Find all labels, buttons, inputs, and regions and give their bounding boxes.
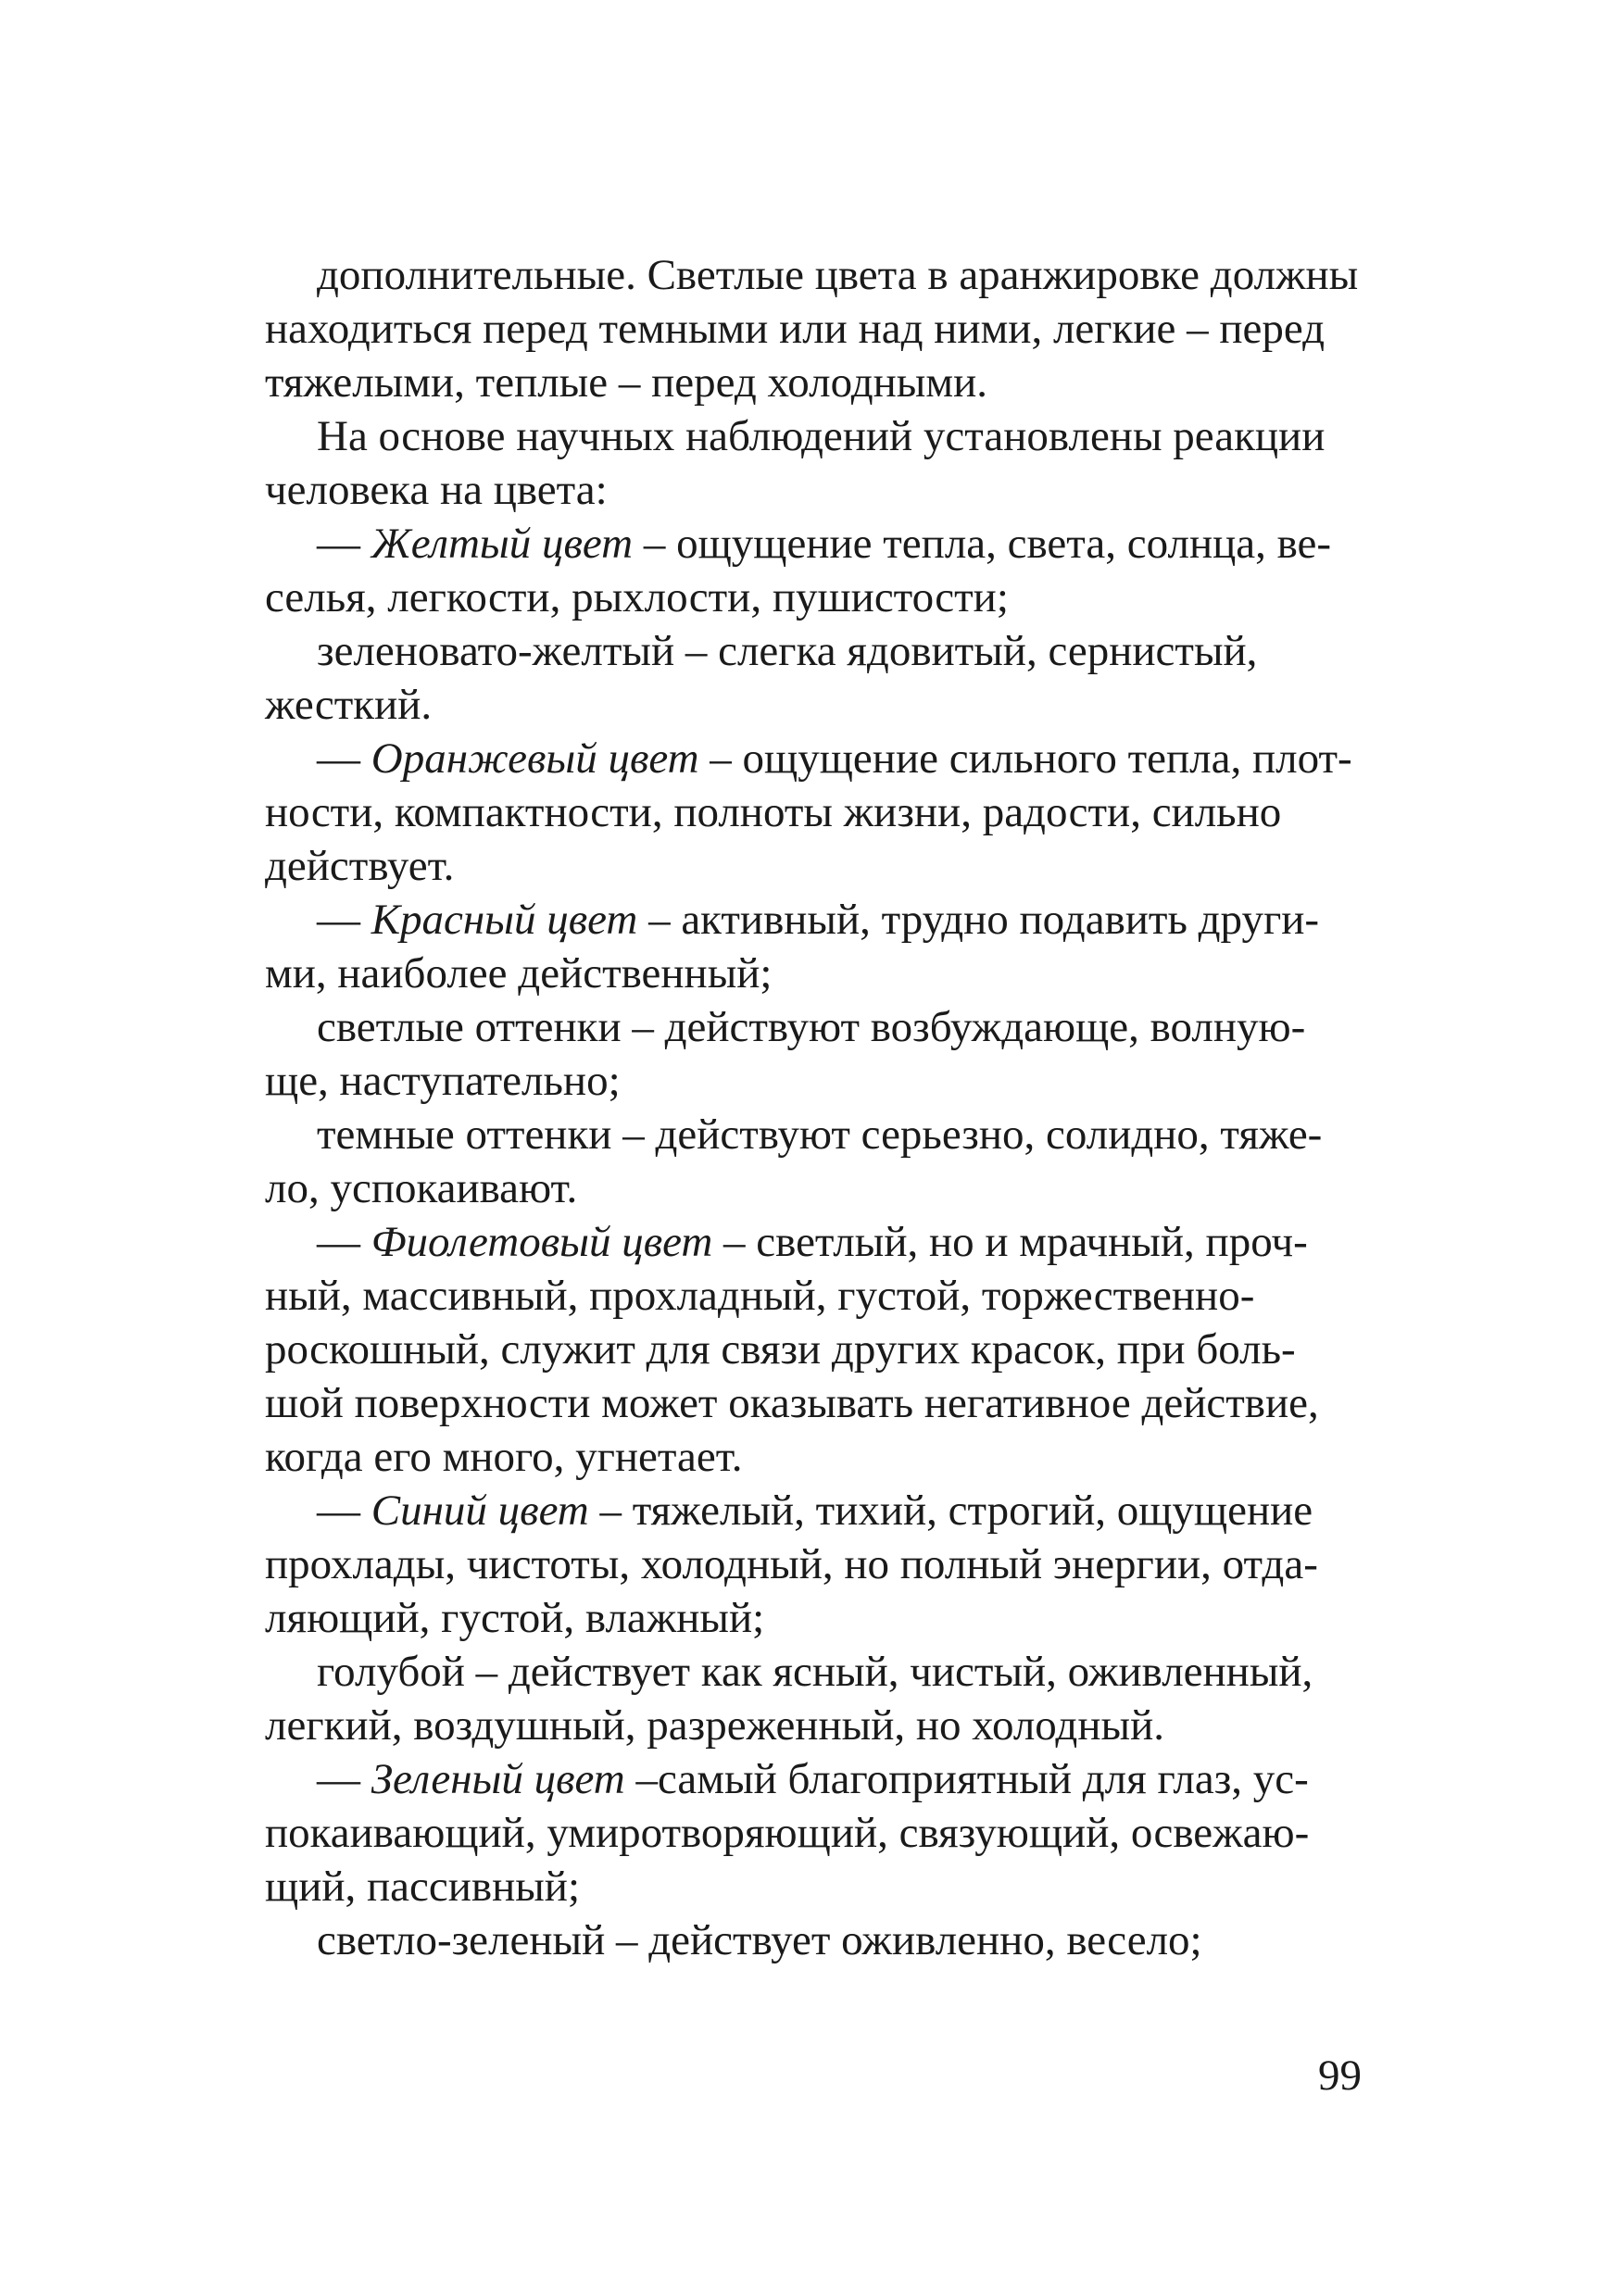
text-line [265,1591,1362,1645]
line-text: – тяжелый, тихий, строгий, ощущение [588,1487,1313,1535]
text-line [265,463,1362,517]
line-text: – ощущение сильного тепла, плот- [698,734,1352,783]
paragraph [265,1000,1362,1108]
line-text: человека на цвета: [265,466,608,514]
paragraph [265,248,1362,409]
color-term: Красный цвет [371,896,638,944]
line-text: ляющий, густой, влажный; [265,1594,765,1642]
text-line [265,624,1362,678]
line-text: тяжелыми, теплые – перед холодными. [265,358,988,407]
line-text: темные оттенки – действуют серьезно, солидно, тяже- [317,1110,1323,1159]
text-line [265,1108,1362,1161]
dash-marker: — [317,1487,371,1535]
line-text: легкий, воздушный, разреженный, но холодный. [265,1701,1164,1750]
text-line [265,732,1362,785]
line-text: прохлады, чистоты, холодный, но полный энергии, отда- [265,1540,1318,1588]
text-line [265,785,1362,839]
color-term: Зеленый цвет [371,1755,625,1803]
line-text: На основе научных наблюдений установлены реакции [317,412,1326,460]
page-number: 99 [1318,2051,1362,2100]
paragraph [265,409,1362,517]
text-line [265,302,1362,356]
line-text: щий, пассивный; [265,1863,581,1911]
line-text: ще, наступательно; [265,1057,621,1105]
text-line [265,839,1362,893]
text-line [265,1376,1362,1430]
dash-marker: — [317,896,371,944]
color-term: Синий цвет [371,1487,589,1535]
text-line [265,356,1362,409]
line-text: роскошный, служит для связи других красок, при боль- [265,1325,1296,1374]
text-line [265,1484,1362,1537]
dash-marker: — [317,1218,371,1266]
text-line [265,571,1362,624]
line-text: ности, компактности, полноты жизни, радости, сильно [265,788,1282,836]
line-text: покаивающий, умиротворяющий, связующий, освежаю- [265,1809,1310,1857]
text-line [265,1806,1362,1860]
line-text: –самый благоприятный для глаз, ус- [624,1755,1309,1803]
text-line [265,678,1362,732]
dash-marker: — [317,520,371,568]
paragraph [265,1484,1362,1645]
paragraph [265,893,1362,1000]
text-line [265,947,1362,1000]
line-text: селья, легкости, рыхлости, пушистости; [265,573,1009,621]
text-line [265,1323,1362,1376]
line-text: светло-зеленый – действует оживленно, весело; [317,1916,1202,1964]
line-text: находиться перед темными или над ними, легкие – перед [265,305,1326,353]
paragraph [265,1752,1362,1913]
line-text: жесткий. [265,681,433,729]
line-text: – светлый, но и мрачный, проч- [712,1218,1308,1266]
color-term: Оранжевый цвет [371,734,699,783]
line-text: ный, массивный, прохладный, густой, торжественно- [265,1272,1255,1320]
dash-marker: — [317,734,371,783]
line-text: зеленовато-желтый – слегка ядовитый, сернистый, [317,627,1258,675]
text-line [265,1537,1362,1591]
text-line [265,1913,1362,1967]
text-line [265,1000,1362,1054]
dash-marker: — [317,1755,371,1803]
line-text: ло, успокаивают. [265,1164,578,1212]
line-text: голубой – действует как ясный, чистый, оживленный, [317,1648,1313,1696]
paragraph [265,517,1362,624]
line-text: – ощущение тепла, света, солнца, ве- [633,520,1332,568]
paragraph [265,1108,1362,1215]
page-body-text [265,248,1362,1967]
line-text: когда его много, угнетает. [265,1433,743,1481]
text-line [265,1645,1362,1699]
paragraph [265,732,1362,893]
line-text: светлые оттенки – действуют возбуждающе, волную- [317,1003,1306,1051]
text-line [265,893,1362,947]
text-line [265,1699,1362,1752]
line-text: – активный, трудно подавить други- [637,896,1320,944]
paragraph [265,1913,1362,1967]
text-line [265,1269,1362,1323]
color-term: Фиолетовый цвет [371,1218,713,1266]
text-line [265,248,1362,302]
line-text: действует. [265,842,455,890]
text-line [265,1752,1362,1806]
text-line [265,1161,1362,1215]
line-text: дополнительные. Светлые цвета в аранжировке должны [317,251,1359,299]
line-text: шой поверхности может оказывать негативное действие, [265,1379,1319,1427]
paragraph [265,624,1362,732]
text-line [265,1054,1362,1108]
text-line [265,517,1362,571]
text-line [265,1430,1362,1484]
text-line [265,1215,1362,1269]
paragraph [265,1645,1362,1752]
line-text: ми, наиболее действенный; [265,949,773,997]
text-line [265,1860,1362,1913]
text-line [265,409,1362,463]
color-term: Желтый цвет [371,520,634,568]
paragraph [265,1215,1362,1484]
